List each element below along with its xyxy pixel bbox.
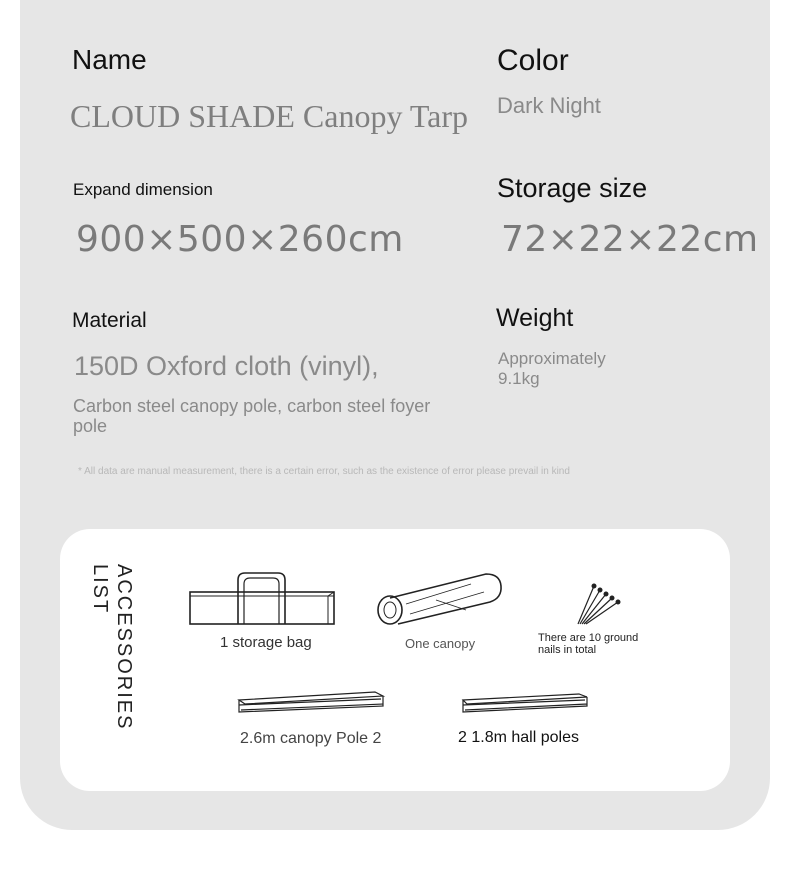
hall-pole-icon	[459, 690, 591, 716]
measurement-note: * All data are manual measurement, there is a certain error, such as the existence of error please prevail in kind	[78, 466, 570, 477]
material-value-primary: 150D Oxford cloth (vinyl),	[74, 351, 379, 381]
accessory-label-ground-nails: There are 10 ground nails in total	[538, 632, 639, 656]
weight-value: Approximately 9.1kg	[498, 349, 606, 388]
weight-label: Weight	[496, 304, 574, 332]
material-value-secondary: Carbon steel canopy pole, carbon steel foyer pole	[73, 396, 431, 436]
accessories-title	[88, 564, 138, 731]
material-label: Material	[72, 309, 147, 332]
name-value: CLOUD SHADE Canopy Tarp	[70, 98, 469, 134]
accessory-label-canopy: One canopy	[405, 636, 476, 651]
expand-dimension-label: Expand dimension	[73, 180, 213, 199]
rolled-canopy-icon	[376, 570, 504, 626]
color-value: Dark Night	[497, 93, 601, 118]
accessory-label-storage-bag: 1 storage bag	[220, 634, 312, 651]
storage-size-label: Storage size	[497, 173, 648, 203]
expand-dimension-value: 900×500×260cm	[76, 219, 404, 260]
name-label: Name	[72, 44, 147, 75]
accessory-label-hall-pole: 2 1.8m hall poles	[458, 729, 579, 746]
storage-bag-icon	[188, 570, 338, 626]
accessory-label-canopy-pole: 2.6m canopy Pole 2	[240, 730, 382, 747]
ground-nails-icon	[574, 580, 622, 628]
color-label: Color	[497, 44, 569, 77]
accessories-title-text: ACCESSORIES LIST	[89, 564, 135, 731]
storage-size-value: 72×22×22cm	[501, 219, 759, 260]
accessories-panel	[60, 529, 730, 791]
canopy-pole-icon	[235, 688, 387, 716]
